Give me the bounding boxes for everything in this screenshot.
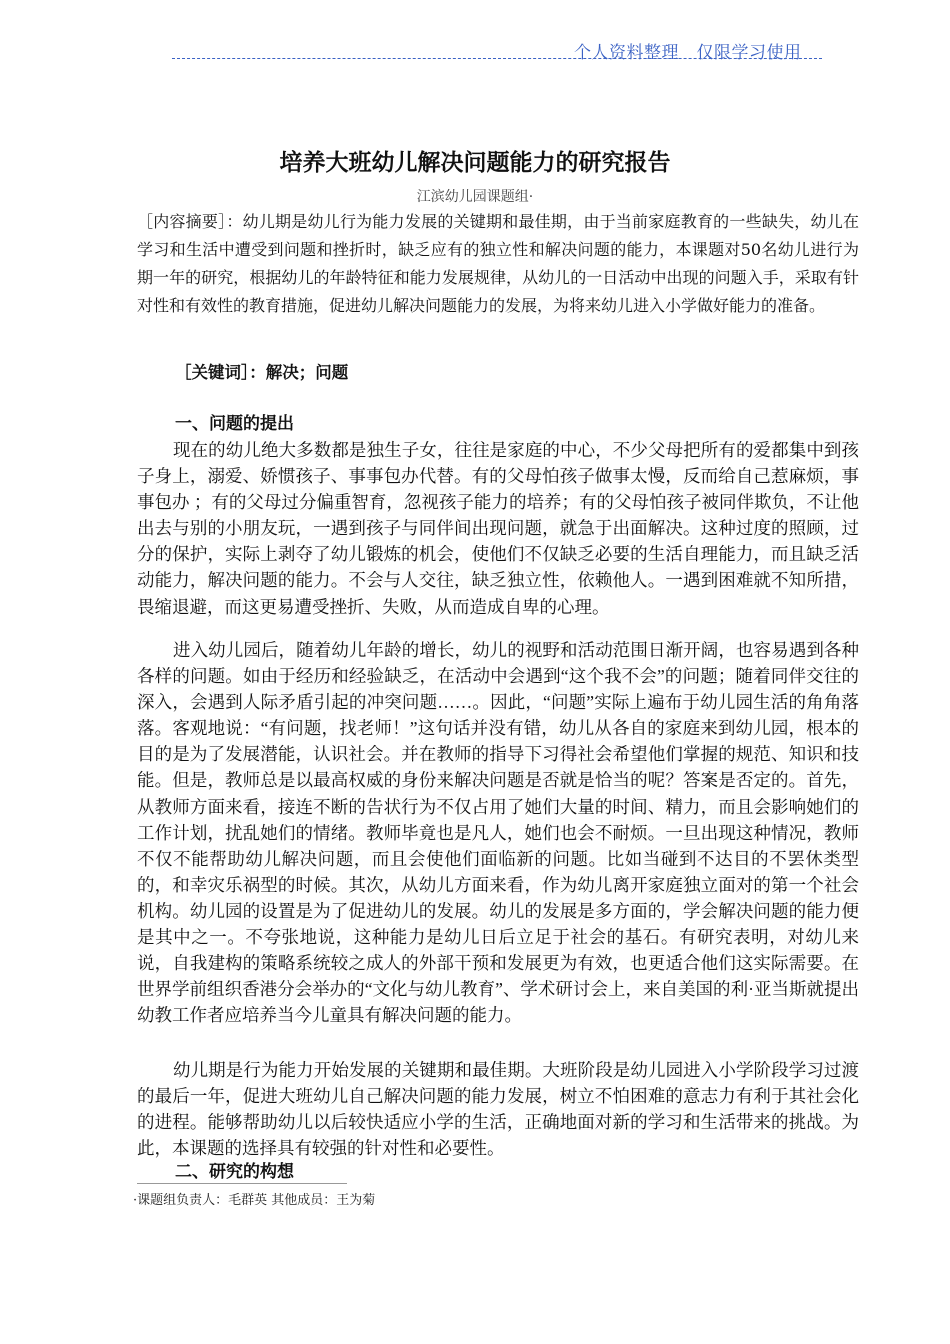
header-divider bbox=[172, 58, 822, 59]
body-paragraph-2: 进入幼儿园后，随着幼儿年龄的增长，幼儿的视野和活动范围日渐开阔，也容易遇到各种各样的问题。如由于经历和经验缺乏，在活动中会遇到“这个我不会”的问题；随着同伴交往的深入，会遇到人际矛盾引起的冲突问题……。因此，“问题”实际上遍布于幼儿园生活的角角落落。客观地说：“有问题，找老师！”这句话并没有错，幼儿从各自的家庭来到幼儿园，根本的目的是为了发展潜能，认识社会。并在教师的指导下习得社会希望他们掌握的规范、知识和技能。但是，教师总是以最高权威的身份来解决问题是否就是恰当的呢？答案是否定的。首先，从教师方面来看，接连不断的告状行为不仅占用了她们大量的时间、精力，而且会影响她们的工作计划，扰乱她们的情绪。教师毕竟也是凡人，她们也会不耐烦。一旦出现这种情况，教师不仅不能帮助幼儿解决问题，而且会使他们面临新的问题。比如当碰到不达目的不罢休类型的，和幸灾乐祸型的时候。其次，从幼儿方面来看，作为幼儿离开家庭独立面对的第一个社会机构。幼儿园的设置是为了促进幼儿的发展。幼儿的发展是多方面的，学会解决问题的能力便是其中之一。不夸张地说，这种能力是幼儿日后立足于社会的基石。有研究表明，对幼儿来说，自我建构的策略系统较之成人的外部干预和发展更为有效，也更适合他们这实际需要。在世界学前组织香港分会举办的“文化与幼儿教育”、学术研讨会上，来自美国的利·亚当斯就提出幼教工作者应培养当今儿童具有解决问题的能力。 bbox=[137, 640, 859, 1026]
section-heading-2: 二、研究的构想 bbox=[175, 1162, 294, 1182]
body-paragraph-3: 幼儿期是行为能力开始发展的关键期和最佳期。大班阶段是幼儿园进入小学阶段学习过渡的最后一年，促进大班幼儿自己解决问题的能力发展，树立不怕困难的意志力有利于其社会化的进程。能够帮助幼儿以后较快适应小学的生活，正确地面对新的学习和生活带来的挑战。为此，本课题的选择具有较强的针对性和必要性。 bbox=[137, 1060, 859, 1159]
author-line: 江滨幼儿园课题组· bbox=[416, 189, 534, 205]
abstract-label: ［内容摘要］： bbox=[137, 212, 243, 231]
document-title: 培养大班幼儿解决问题能力的研究报告 bbox=[279, 150, 671, 176]
footnote-divider bbox=[137, 1183, 347, 1184]
footnote: ·课题组负责人：毛群英 其他成员：王为菊 bbox=[133, 1193, 376, 1208]
abstract-text: 幼儿期是幼儿行为能力发展的关键期和最佳期，由于当前家庭教育的一些缺失，幼儿在学习和生活中遭受到问题和挫折时，缺乏应有的独立性和解决问题的能力，本课题对50名幼儿进行为期一年的研究，根据幼儿的年龄特征和能力发展规律，从幼儿的一日活动中出现的问题入手，采取有针对性和有效性的教育措施，促进幼儿解决问题能力的发展，为将来幼儿进入小学做好能力的准备。 bbox=[137, 212, 859, 315]
keywords-line: ［关键词］：解决；问题 bbox=[175, 363, 349, 382]
abstract-block bbox=[137, 208, 859, 320]
header-watermark-note: 个人资料整理 仅限学习使用 bbox=[574, 43, 802, 63]
section-heading-1: 一、问题的提出 bbox=[175, 414, 294, 434]
body-paragraph-1: 现在的幼儿绝大多数都是独生子女，往往是家庭的中心，不少父母把所有的爱都集中到孩子身上，溺爱、娇惯孩子、事事包办代替。有的父母怕孩子做事太慢，反而给自己惹麻烦，事事包办 ；有的父母过分偏重智育，忽视孩子能力的培养；有的父母怕孩子被同伴欺负，不让他出去与别的小朋友玩，一遇到孩子与同伴间出现问题，就急于出面解决。这种过度的照顾，过分的保护，实际上剥夺了幼儿锻炼的机会，使他们不仅缺乏必要的生活自理能力，而且缺乏活动能力，解决问题的能力。不会与人交往，缺乏独立性，依赖他人。一遇到困难就不知所措，畏缩退避，而这更易遭受挫折、失败，从而造成自卑的心理。 bbox=[137, 440, 859, 617]
